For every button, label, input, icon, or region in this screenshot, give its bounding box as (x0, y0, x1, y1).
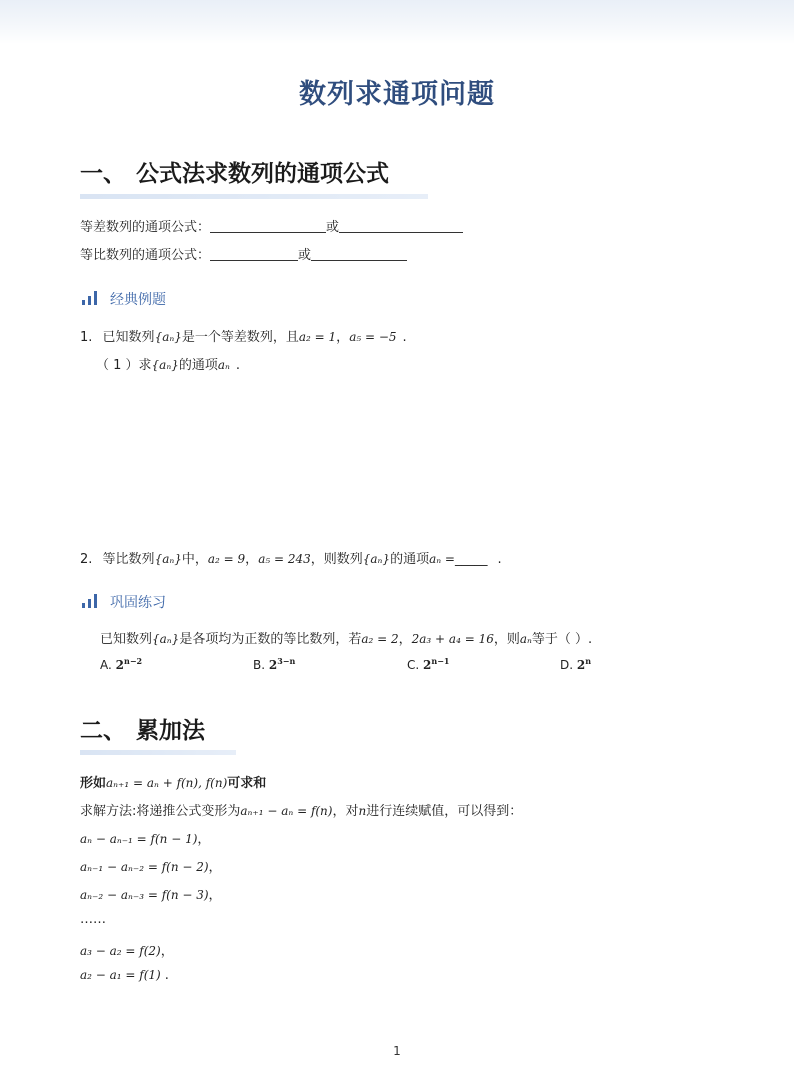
answer-blank: _____ (454, 552, 488, 567)
math-expression: a₅ = −5 (349, 330, 397, 344)
option-label: B. (253, 658, 266, 672)
arithmetic-formula-line (80, 216, 463, 235)
option-d (560, 656, 591, 672)
option-value: $2^{3-n}$ (268, 656, 296, 672)
question-text: 等比数列 (102, 552, 155, 567)
section-1-number: 一、 (80, 161, 126, 187)
geometric-formula-line (80, 244, 407, 263)
math-expression: 2a₃ + a₄ = 16 (411, 632, 494, 646)
page-number: 1 (393, 1044, 401, 1058)
math-expression: {aₙ} (362, 552, 391, 566)
section-2-underline (80, 750, 236, 755)
question-number: 2. (80, 552, 93, 567)
section-1-underline (80, 194, 428, 199)
math-expression: a₃ − a₂ = f(2) (80, 944, 161, 958)
math-expression: a₂ = 1 (298, 330, 337, 344)
math-expression: aₙ (217, 358, 230, 372)
practice-heading-label: 巩固练习 (110, 595, 166, 611)
question-text: ， (398, 632, 412, 647)
example-2-question (80, 548, 502, 567)
question-text: 是一个等差数列，且 (181, 330, 299, 345)
method-text: 进行连续赋值，可以得到： (366, 804, 523, 819)
math-expression: {aₙ} (154, 552, 182, 566)
punctuation: . (164, 968, 169, 983)
question-text: . (402, 330, 407, 345)
document-title: 数列求通项问题 (299, 79, 495, 110)
example-heading (82, 289, 166, 309)
question-text: ，则 (493, 632, 520, 647)
section-2-heading (80, 712, 205, 745)
question-text: ， (336, 330, 350, 345)
math-expression: a₂ = 2 (361, 632, 399, 646)
math-expression: aₙ (519, 632, 532, 646)
math-expression: a₅ = 243 (258, 552, 311, 566)
section-1-title: 公式法求数列的通项公式 (136, 161, 389, 187)
option-value: 2$^n$ (576, 656, 592, 672)
example-1-subquestion (96, 354, 240, 373)
or-text: 或 (326, 220, 340, 235)
bar-chart-icon (82, 291, 100, 305)
equation-line (80, 884, 222, 903)
section-2-number: 二、 (80, 718, 126, 744)
form-text: 形如 (80, 776, 107, 791)
question-text: 的通项 (178, 358, 218, 373)
math-expression: {aₙ} (154, 330, 182, 344)
example-heading-label: 经典例题 (110, 292, 166, 308)
question-text: 的通项 (390, 552, 430, 567)
math-expression: aₙ = (429, 552, 455, 566)
or-text: 或 (298, 248, 312, 263)
bar-chart-icon (82, 594, 100, 608)
math-expression: {aₙ} (151, 358, 179, 372)
math-expression: {aₙ} (152, 632, 180, 646)
option-b (253, 656, 295, 672)
question-text: 是各项均为正数的等比数列，若 (179, 632, 362, 647)
section-2-title: 累加法 (136, 718, 205, 744)
fill-blank (311, 247, 407, 261)
fill-blank (210, 219, 326, 233)
option-c (407, 656, 449, 672)
option-label: A. (100, 658, 112, 672)
practice-question (100, 628, 592, 647)
option-a (100, 656, 142, 672)
question-text: 中， (181, 552, 208, 567)
method-text: 求解方法:将递推公式变形为 (80, 804, 241, 819)
equation-line (80, 828, 210, 847)
equation-line (80, 940, 174, 959)
subquestion-label: （ 1 ）求 (96, 358, 152, 373)
fill-blank (210, 247, 298, 261)
geometric-formula-label: 等比数列的通项公式： (80, 248, 211, 263)
math-expression: aₙ₋₁ − aₙ₋₂ = f(n − 2) (80, 860, 209, 874)
equation-line (80, 856, 222, 875)
practice-heading (82, 592, 166, 612)
ellipsis: …… (80, 912, 106, 927)
punctuation: ， (208, 860, 222, 875)
math-expression: aₙ − aₙ₋₁ = f(n − 1) (80, 832, 198, 846)
question-text: . (497, 552, 502, 567)
method-text: ，对 (332, 804, 359, 819)
header-decoration (0, 0, 794, 44)
math-expression: a₂ − a₁ = f(1) (80, 968, 161, 982)
math-expression: a₂ = 9 (207, 552, 246, 566)
math-expression: aₙ₋₂ − aₙ₋₃ = f(n − 3) (80, 888, 209, 902)
option-value: $2^{n-2}$ (115, 656, 143, 672)
example-1-question (80, 326, 407, 345)
option-label: D. (560, 658, 574, 672)
equation-line (80, 968, 169, 983)
punctuation: ， (160, 944, 174, 959)
arithmetic-formula-label: 等差数列的通项公式： (80, 220, 211, 235)
question-text: ，则数列 (310, 552, 363, 567)
section-1-heading (80, 155, 389, 188)
math-expression: aₙ₊₁ = aₙ + f(n), f(n) (106, 776, 228, 790)
question-text: . (235, 358, 241, 373)
form-description (80, 772, 266, 791)
method-description (80, 800, 522, 819)
question-number: 1. (80, 330, 93, 345)
fill-blank (339, 219, 463, 233)
math-expression: aₙ₊₁ − aₙ = f(n) (240, 804, 333, 818)
question-text: 已知数列 (102, 330, 155, 345)
math-expression: n (358, 804, 367, 818)
option-value: $2^{n-1}$ (423, 656, 450, 672)
form-text: 可求和 (227, 776, 267, 791)
question-text: 已知数列 (100, 632, 153, 647)
question-text: 等于（ ）. (531, 632, 593, 647)
question-text: ， (245, 552, 259, 567)
option-label: C. (407, 658, 420, 672)
punctuation: ， (197, 832, 211, 847)
punctuation: ， (208, 888, 222, 903)
